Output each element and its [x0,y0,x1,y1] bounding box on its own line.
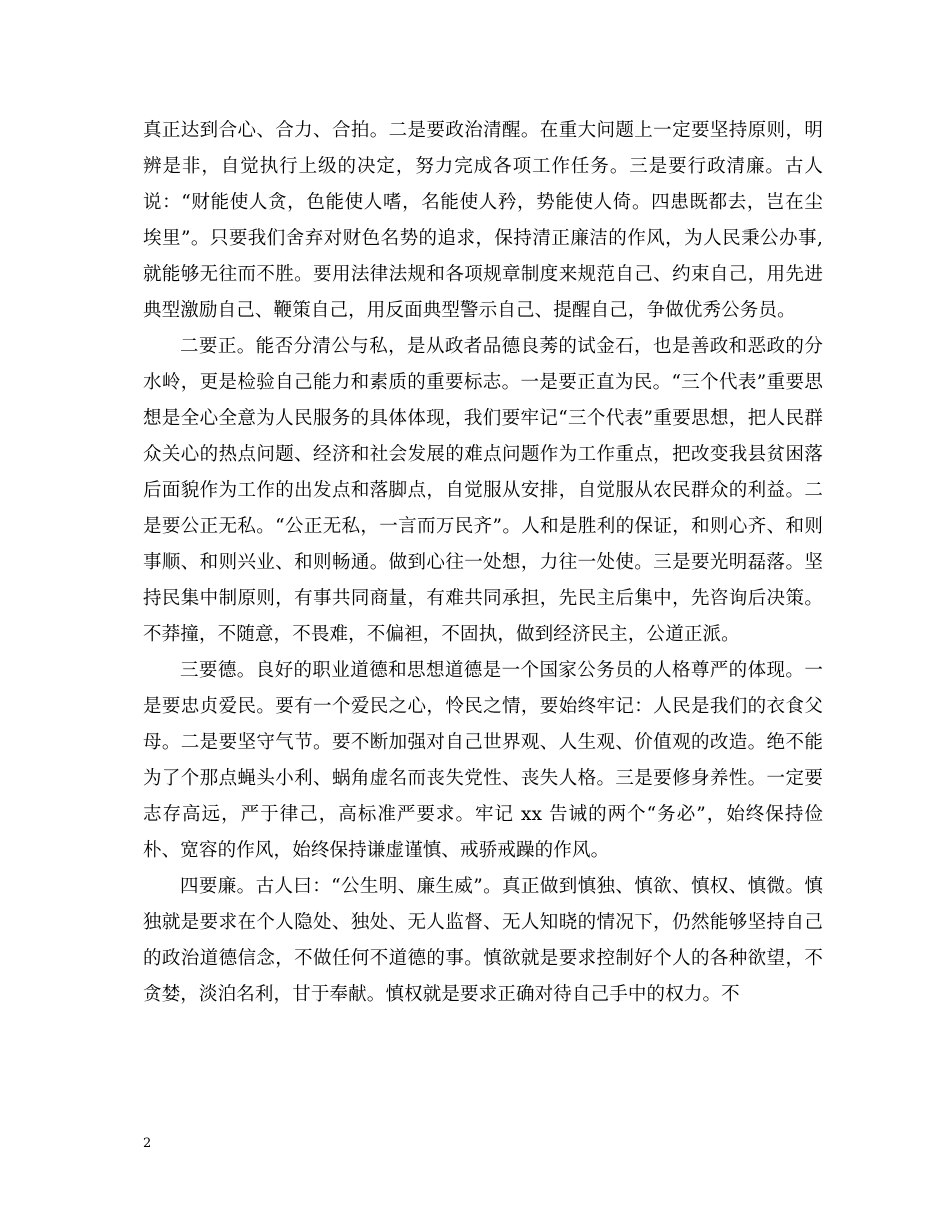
document-body [143,113,823,1013]
paragraph-san-yao-de: 三要德。良好的职业道德和思想道德是一个国家公务员的人格尊严的体现。一是要忠贞爱民。要有一个爱民之心，怜民之情，要始终牢记：人民是我们的衣食父母。二是要坚守气节。要不断加强对自己世界观、人生观、价值观的改造。绝不能为了个那点蝇头小利、蜗角虚名而丧失党性、丧失人格。三是要修身养性。一定要志存高远，严于律己，高标准严要求。牢记 xx 告诫的两个“务必”，始终保持俭朴、宽容的作风，始终保持谦虚谨慎、戒骄戒躁的作风。 [143,660,823,861]
page-number: 2 [143,1136,152,1151]
paragraph-continuation: 真正达到合心、合力、合拍。二是要政治清醒。在重大问题上一定要坚持原则，明辨是非，自觉执行上级的决定，努力完成各项工作任务。三是要行政清廉。古人说：“财能使人贪，色能使人嗜，名能使人矜，势能使人倚。四患既都去，岂在尘埃里”。只要我们舍弃对财色名势的追求，保持清正廉洁的作风，为人民秉公办事,就能够无往而不胜。要用法律法规和各项规章制度来规范自己、约束自己，用先进典型激励自己、鞭策自己，用反面典型警示自己、提醒自己，争做优秀公务员。 [143,120,823,321]
paragraph-er-yao-zheng: 二要正。能否分清公与私，是从政者品德良莠的试金石，也是善政和恶政的分水岭，更是检验自己能力和素质的重要标志。一是要正直为民。“三个代表”重要思想是全心全意为人民服务的具体体现，我们要牢记“三个代表”重要思想，把人民群众关心的热点问题、经济和社会发展的难点问题作为工作重点，把改变我县贫困落后面貌作为工作的出发点和落脚点，自觉服从安排，自觉服从农民群众的利益。二是要公正无私。“公正无私，一言而万民齐”。人和是胜利的保证，和则心齐、和则事顺、和则兴业、和则畅通。做到心往一处想，力往一处使。三是要光明磊落。坚持民集中制原则，有事共同商量，有难共同承担，先民主后集中，先咨询后决策。不莽撞，不随意，不畏难，不偏袒，不固执，做到经济民主，公道正派。 [143,336,823,645]
paragraph-si-yao-lian: 四要廉。古人曰：“公生明、廉生威”。真正做到慎独、慎欲、慎权、慎微。慎独就是要求在个人隐处、独处、无人监督、无人知晓的情况下，仍然能够坚持自己的政治道德信念，不做任何不道德的事。慎欲就是要求控制好个人的各种欲望，不贪婪，淡泊名利，甘于奉献。慎权就是要求正确对待自己手中的权力。不 [143,876,823,1005]
